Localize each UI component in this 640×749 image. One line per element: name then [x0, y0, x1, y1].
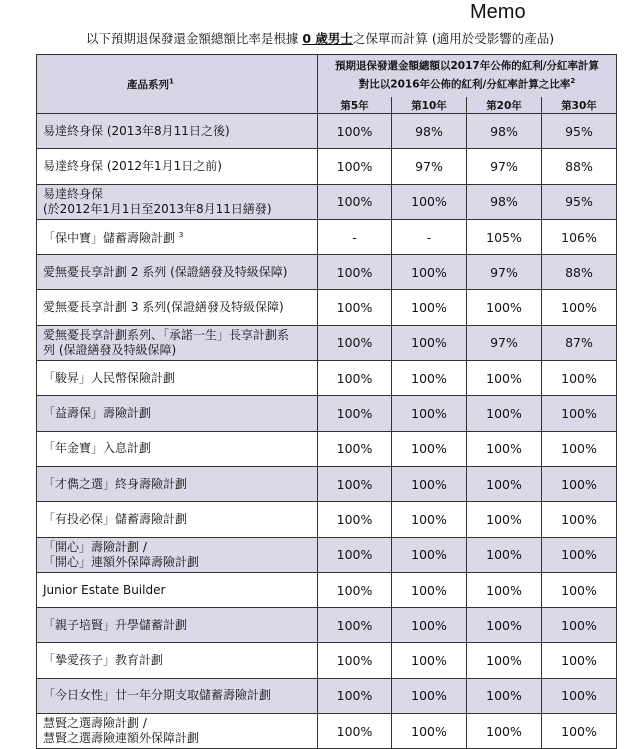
product-name: 「益壽保」壽險計劃	[43, 406, 152, 421]
product-name-cell	[37, 502, 318, 537]
ratio-cell: 100%	[392, 537, 467, 572]
product-header-note: 1	[169, 77, 174, 85]
product-name-cell	[37, 431, 318, 466]
table-row	[37, 149, 617, 184]
product-name: 「駿昇」人民幣保險計劃	[43, 370, 176, 385]
table-row	[37, 572, 617, 607]
ratio-cell: 100%	[318, 255, 392, 290]
ratio-cell: 100%	[542, 537, 617, 572]
table-row	[37, 466, 617, 501]
product-name-cell	[37, 643, 318, 678]
ratio-cell: 100%	[318, 396, 392, 431]
product-name-line2: 列 (保證繕發及特級保障)	[43, 342, 177, 357]
ratio-header-note: 2	[570, 77, 576, 86]
ratio-cell: 100%	[392, 572, 467, 607]
ratio-cell: 100%	[318, 149, 392, 184]
ratio-cell: 100%	[467, 396, 542, 431]
ratio-cell: 100%	[392, 431, 467, 466]
product-name-cell	[37, 149, 318, 184]
table-row	[37, 396, 617, 431]
ratio-cell: 100%	[467, 537, 542, 572]
product-name-line2: (於2012年1月1日至2013年8月11日繕發)	[43, 201, 272, 216]
ratio-cell: 100%	[542, 643, 617, 678]
ratio-cell: -	[392, 219, 467, 254]
ratio-cell: 100%	[318, 431, 392, 466]
year-header: 第20年	[467, 97, 542, 114]
ratio-cell: 100%	[467, 572, 542, 607]
product-name-line2: 「開心」連額外保障壽險計劃	[43, 554, 200, 569]
product-name: 「年金寶」入息計劃	[43, 441, 152, 456]
ratio-cell: 98%	[392, 114, 467, 149]
ratio-cell: 100%	[467, 431, 542, 466]
ratio-cell: 100%	[542, 572, 617, 607]
ratio-cell: 100%	[467, 678, 542, 713]
ratio-header-line2: 對比以2016年公佈的紅利/分紅率計算之比率	[358, 78, 571, 91]
ratio-cell: 97%	[392, 149, 467, 184]
intro-after: 之保單而計算 (適用於受影響的產品)	[352, 31, 555, 46]
surrender-ratio-table	[36, 54, 617, 749]
ratio-cell: 95%	[542, 114, 617, 149]
table-row	[37, 361, 617, 396]
table-row	[37, 678, 617, 713]
table-row	[37, 325, 617, 360]
product-name: 愛無憂長享計劃 3 系列(保證繕發及特級保障)	[43, 300, 284, 315]
ratio-cell: 100%	[318, 608, 392, 643]
ratio-cell: 97%	[467, 149, 542, 184]
product-name: 「才儁之選」終身壽險計劃	[43, 476, 188, 491]
ratio-cell: 97%	[467, 325, 542, 360]
product-name-cell	[37, 219, 318, 254]
ratio-cell: 100%	[318, 361, 392, 396]
product-name-cell	[37, 572, 318, 607]
ratio-cell: 100%	[318, 466, 392, 501]
ratio-cell: 100%	[318, 572, 392, 607]
product-name-cell	[37, 325, 318, 360]
product-header-label: 產品系列	[127, 78, 169, 91]
product-name-cell	[37, 714, 318, 749]
ratio-cell: 95%	[542, 184, 617, 219]
table-row	[37, 431, 617, 466]
ratio-cell: 100%	[542, 678, 617, 713]
product-name: 慧賢之選壽險計劃 /	[43, 716, 147, 731]
ratio-cell: 100%	[318, 114, 392, 149]
ratio-cell: 100%	[542, 714, 617, 749]
ratio-cell: 100%	[392, 290, 467, 325]
ratio-cell: 100%	[318, 678, 392, 713]
product-name-cell	[37, 537, 318, 572]
ratio-cell: 100%	[392, 255, 467, 290]
ratio-cell: 100%	[392, 184, 467, 219]
product-name-cell	[37, 608, 318, 643]
table-row	[37, 608, 617, 643]
ratio-cell: 88%	[542, 255, 617, 290]
product-name-cell	[37, 184, 318, 219]
product-name-cell	[37, 678, 318, 713]
year-header: 第5年	[318, 97, 392, 114]
product-name: 「開心」壽險計劃 /	[43, 539, 147, 554]
product-name: 易達終身保 (2012年1月1日之前)	[43, 158, 222, 173]
product-name: 「摯愛孩子」教育計劃	[43, 653, 164, 668]
ratio-cell: 100%	[542, 502, 617, 537]
table-row	[37, 502, 617, 537]
ratio-header-line1: 預期退保發還金額總額以2017年公佈的紅利/分紅率計算	[334, 60, 600, 73]
ratio-cell: 100%	[542, 466, 617, 501]
product-name: 「今日女性」廿一年分期支取儲蓄壽險計劃	[43, 688, 272, 703]
intro-bold: 0 歲男士	[302, 31, 353, 46]
table-row	[37, 219, 617, 254]
ratio-cell: 100%	[392, 608, 467, 643]
ratio-cell: 100%	[467, 466, 542, 501]
table-row	[37, 537, 617, 572]
product-name-cell	[37, 114, 318, 149]
ratio-cell: 100%	[318, 502, 392, 537]
ratio-cell: 100%	[467, 502, 542, 537]
ratio-cell: 100%	[467, 608, 542, 643]
ratio-cell: 100%	[392, 325, 467, 360]
product-name-cell	[37, 466, 318, 501]
ratio-cell: 100%	[318, 290, 392, 325]
ratio-cell: 100%	[392, 714, 467, 749]
table-row	[37, 714, 617, 749]
year-header: 第10年	[392, 97, 467, 114]
ratio-cell: 100%	[318, 184, 392, 219]
table-row	[37, 114, 617, 149]
ratio-cell: 100%	[392, 361, 467, 396]
ratio-cell: 100%	[392, 678, 467, 713]
ratio-cell: 100%	[542, 290, 617, 325]
product-name: 「保中寶」儲蓄壽險計劃	[43, 231, 176, 246]
product-name-line2: 慧賢之選壽險連額外保障計劃	[43, 731, 200, 746]
intro-text	[0, 29, 640, 47]
product-name: 「親子培賢」升學儲蓄計劃	[43, 617, 188, 632]
ratio-cell: 100%	[467, 361, 542, 396]
ratio-cell: 100%	[542, 361, 617, 396]
product-name-cell	[37, 255, 318, 290]
ratio-cell: 100%	[392, 502, 467, 537]
ratio-cell: 105%	[467, 219, 542, 254]
product-name: 易達終身保	[43, 186, 104, 201]
ratio-cell: 100%	[392, 396, 467, 431]
ratio-cell: 97%	[467, 255, 542, 290]
ratio-cell: 100%	[392, 466, 467, 501]
product-name: 「有投必保」儲蓄壽險計劃	[43, 511, 188, 526]
ratio-cell: 98%	[467, 114, 542, 149]
table-row	[37, 255, 617, 290]
memo-label: Memo	[470, 1, 526, 23]
ratio-cell: 100%	[467, 714, 542, 749]
ratio-cell: 100%	[318, 537, 392, 572]
product-note: 3	[178, 231, 184, 240]
ratio-cell: 98%	[467, 184, 542, 219]
year-header: 第30年	[542, 97, 617, 114]
ratio-cell: 100%	[318, 714, 392, 749]
table-row	[37, 290, 617, 325]
ratio-cell: 100%	[542, 431, 617, 466]
ratio-cell: 100%	[542, 608, 617, 643]
ratio-cell: -	[318, 219, 392, 254]
product-name: 易達終身保 (2013年8月11日之後)	[43, 123, 230, 138]
ratio-cell: 100%	[392, 643, 467, 678]
ratio-column-header	[318, 55, 617, 98]
ratio-cell: 100%	[467, 290, 542, 325]
product-name-cell	[37, 396, 318, 431]
ratio-cell: 106%	[542, 219, 617, 254]
product-name-cell	[37, 361, 318, 396]
product-name: 愛無憂長享計劃系列、「承諾一生」長享計劃系	[43, 327, 290, 342]
ratio-cell: 88%	[542, 149, 617, 184]
product-column-header	[37, 55, 318, 114]
table-row	[37, 643, 617, 678]
ratio-cell: 87%	[542, 325, 617, 360]
intro-before: 以下預期退保發還金額總額比率是根據	[85, 31, 303, 46]
product-name-cell	[37, 290, 318, 325]
ratio-cell: 100%	[542, 396, 617, 431]
product-name: 愛無憂長享計劃 2 系列 (保證繕發及特級保障)	[43, 264, 288, 279]
ratio-cell: 100%	[318, 643, 392, 678]
product-name: Junior Estate Builder	[43, 582, 166, 597]
table-row	[37, 184, 617, 219]
ratio-cell: 100%	[318, 325, 392, 360]
ratio-cell: 100%	[467, 643, 542, 678]
